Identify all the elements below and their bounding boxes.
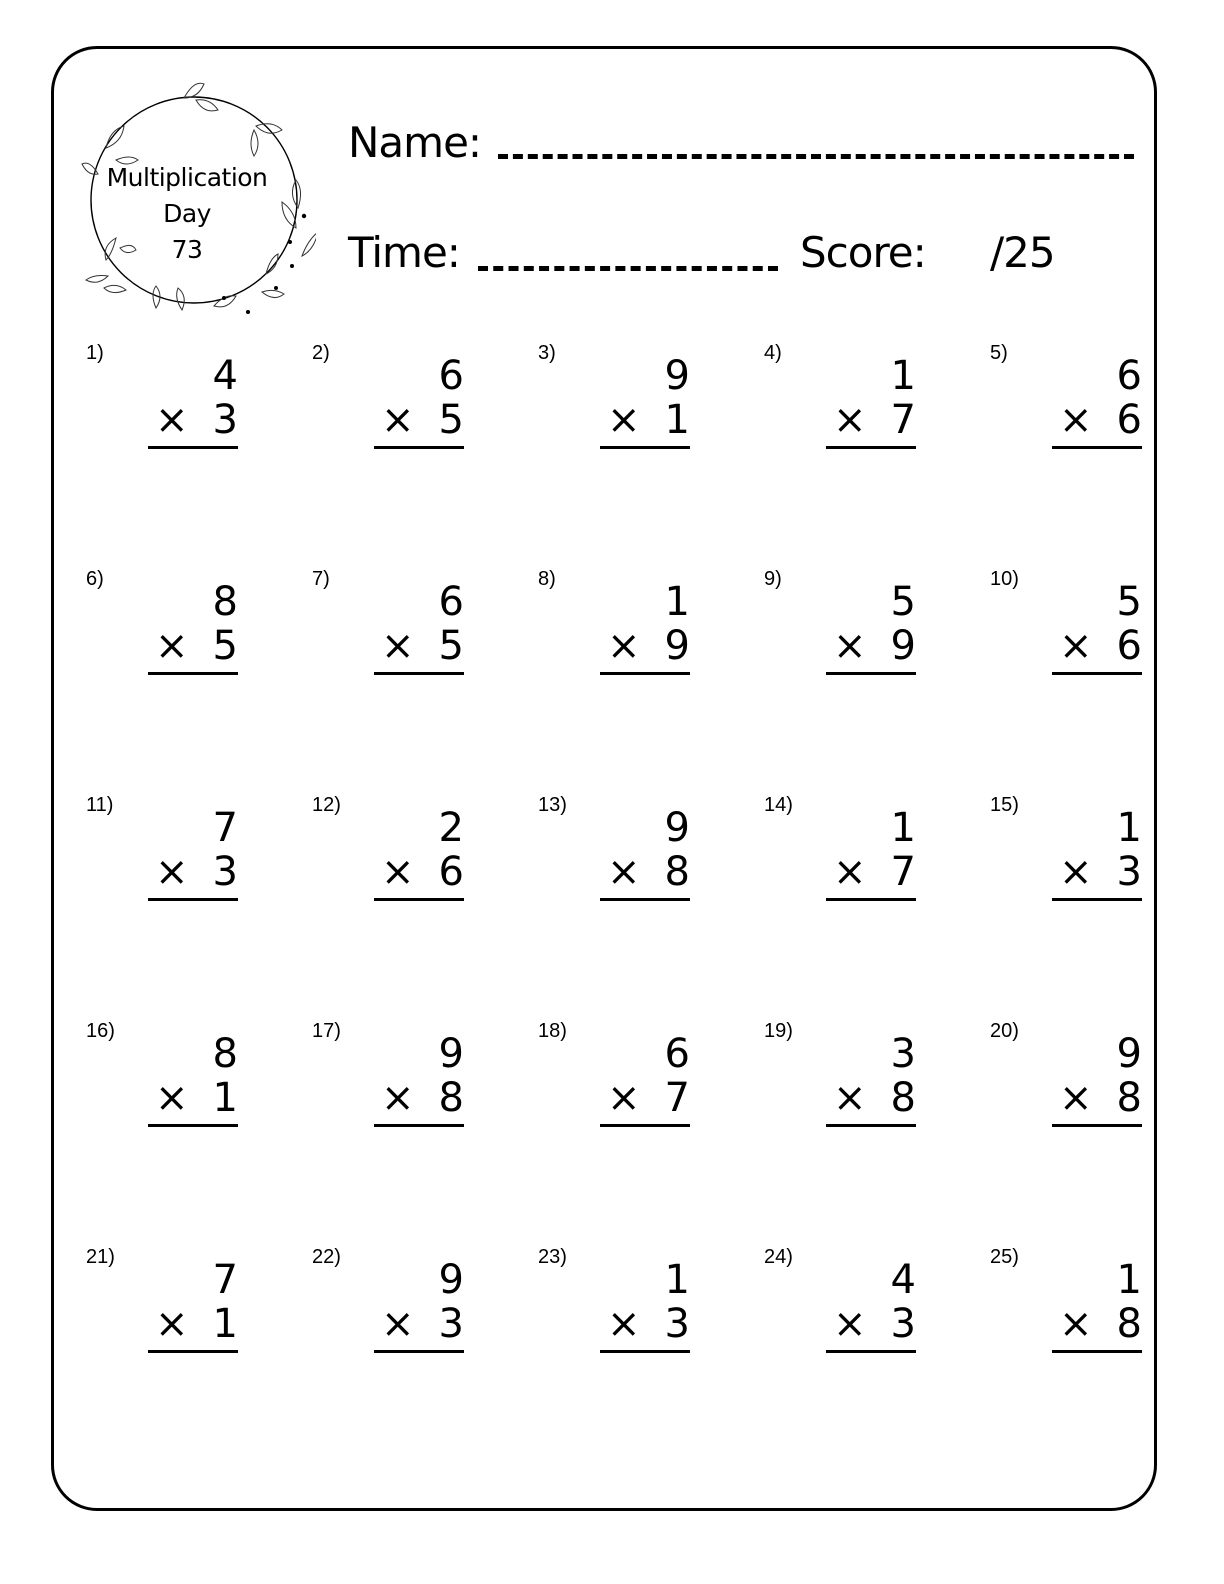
problem-12 [312,794,512,914]
multiplier-row [381,1302,464,1346]
answer-line[interactable] [600,446,690,449]
problem-number: 8) [538,568,556,590]
multiplier: 3 [1116,849,1142,895]
title-line-2: Day [163,199,211,228]
problem-number: 22) [312,1246,341,1268]
multiplier: 3 [212,849,238,895]
problem-number: 14) [764,794,793,816]
answer-line[interactable] [374,446,464,449]
answer-line[interactable] [826,898,916,901]
answer-line[interactable] [826,1350,916,1353]
multiplicand: 1 [664,1257,690,1303]
multiplier-row [607,398,690,442]
answer-line[interactable] [148,446,238,449]
multiplicand: 8 [212,579,238,625]
multiplier: 1 [212,1075,238,1121]
problem-number: 24) [764,1246,793,1268]
times-sign: × [607,849,641,895]
problem-4 [764,342,964,462]
times-sign: × [155,623,189,669]
times-sign: × [607,623,641,669]
multiplicand: 9 [1116,1031,1142,1077]
times-sign: × [607,1301,641,1347]
multiplier: 1 [664,397,690,443]
times-sign: × [1059,1075,1093,1121]
multiplicand: 7 [212,805,238,851]
times-sign: × [155,849,189,895]
times-sign: × [607,397,641,443]
problem-19 [764,1020,964,1140]
multiplier-row [1059,1302,1142,1346]
multiplier-row [607,624,690,668]
multiplicand: 5 [1116,579,1142,625]
problem-23 [538,1246,738,1366]
score-total: /25 [990,228,1055,277]
answer-line[interactable] [374,1124,464,1127]
multiplicand: 6 [664,1031,690,1077]
problem-number: 2) [312,342,330,364]
name-label: Name: [348,118,482,167]
answer-line[interactable] [600,672,690,675]
multiplicand: 5 [890,579,916,625]
times-sign: × [381,849,415,895]
answer-line[interactable] [148,672,238,675]
answer-line[interactable] [148,1350,238,1353]
problem-20 [990,1020,1190,1140]
multiplier: 3 [890,1301,916,1347]
times-sign: × [155,397,189,443]
problem-number: 16) [86,1020,115,1042]
multiplier-row [607,1076,690,1120]
multiplier-row [155,850,238,894]
title-line-1: Multiplication [106,163,268,192]
problem-9 [764,568,964,688]
problem-25 [990,1246,1190,1366]
problem-number: 21) [86,1246,115,1268]
problem-6 [86,568,286,688]
multiplier: 3 [438,1301,464,1347]
multiplier: 5 [438,397,464,443]
multiplier-row [155,398,238,442]
answer-line[interactable] [1052,1124,1142,1127]
multiplicand: 9 [438,1031,464,1077]
multiplier: 8 [438,1075,464,1121]
score-label: Score: [800,228,926,277]
times-sign: × [833,1301,867,1347]
answer-line[interactable] [1052,898,1142,901]
multiplier-row [155,1302,238,1346]
multiplicand: 6 [438,353,464,399]
times-sign: × [1059,623,1093,669]
name-field[interactable] [498,154,1134,159]
multiplicand: 1 [890,805,916,851]
problem-number: 25) [990,1246,1019,1268]
multiplier-row [607,850,690,894]
multiplier-row [833,1076,916,1120]
multiplicand: 4 [212,353,238,399]
problem-number: 4) [764,342,782,364]
problem-number: 9) [764,568,782,590]
multiplier-row [381,624,464,668]
times-sign: × [1059,849,1093,895]
problem-number: 15) [990,794,1019,816]
multiplicand: 9 [438,1257,464,1303]
problem-number: 10) [990,568,1019,590]
times-sign: × [833,623,867,669]
problem-16 [86,1020,286,1140]
times-sign: × [833,849,867,895]
problem-number: 11) [86,794,114,816]
times-sign: × [381,623,415,669]
multiplicand: 7 [212,1257,238,1303]
answer-line[interactable] [148,1124,238,1127]
problem-number: 7) [312,568,330,590]
time-label: Time: [348,228,460,277]
multiplier: 7 [890,849,916,895]
multiplier: 8 [890,1075,916,1121]
times-sign: × [607,1075,641,1121]
problem-number: 17) [312,1020,341,1042]
multiplier-row [381,1076,464,1120]
multiplicand: 6 [1116,353,1142,399]
multiplier: 7 [664,1075,690,1121]
answer-line[interactable] [600,1124,690,1127]
answer-line[interactable] [826,1124,916,1127]
problem-2 [312,342,512,462]
problem-15 [990,794,1190,914]
problem-24 [764,1246,964,1366]
times-sign: × [155,1301,189,1347]
problem-number: 12) [312,794,341,816]
problem-number: 5) [990,342,1008,364]
problem-number: 19) [764,1020,793,1042]
worksheet-title [84,160,290,268]
times-sign: × [381,397,415,443]
times-sign: × [1059,397,1093,443]
multiplicand: 9 [664,805,690,851]
multiplier-row [155,1076,238,1120]
multiplier-row [833,1302,916,1346]
multiplier: 3 [664,1301,690,1347]
answer-line[interactable] [374,898,464,901]
answer-line[interactable] [600,898,690,901]
multiplier: 6 [1116,623,1142,669]
problem-22 [312,1246,512,1366]
multiplicand: 6 [438,579,464,625]
problem-14 [764,794,964,914]
times-sign: × [833,1075,867,1121]
problem-5 [990,342,1190,462]
problem-number: 1) [86,342,104,364]
multiplicand: 3 [890,1031,916,1077]
problem-21 [86,1246,286,1366]
times-sign: × [381,1301,415,1347]
multiplier-row [833,398,916,442]
multiplier-row [1059,624,1142,668]
problem-number: 3) [538,342,556,364]
problem-7 [312,568,512,688]
title-day-number: 73 [171,235,203,264]
multiplier-row [833,624,916,668]
answer-line[interactable] [148,898,238,901]
multiplier-row [1059,850,1142,894]
multiplicand: 1 [890,353,916,399]
problem-number: 18) [538,1020,567,1042]
answer-line[interactable] [600,1350,690,1353]
answer-line[interactable] [826,446,916,449]
multiplier: 8 [664,849,690,895]
multiplier: 8 [1116,1075,1142,1121]
multiplicand: 1 [1116,805,1142,851]
problem-18 [538,1020,738,1140]
answer-line[interactable] [1052,672,1142,675]
time-field[interactable] [478,266,778,271]
multiplier: 1 [212,1301,238,1347]
problem-1 [86,342,286,462]
problem-number: 23) [538,1246,567,1268]
problem-3 [538,342,738,462]
problem-number: 13) [538,794,567,816]
multiplicand: 9 [664,353,690,399]
multiplier: 9 [664,623,690,669]
multiplicand: 8 [212,1031,238,1077]
problem-13 [538,794,738,914]
multiplier: 7 [890,397,916,443]
multiplicand: 1 [664,579,690,625]
multiplier-row [1059,398,1142,442]
times-sign: × [155,1075,189,1121]
problem-11 [86,794,286,914]
answer-line[interactable] [1052,446,1142,449]
multiplicand: 2 [438,805,464,851]
multiplier-row [381,398,464,442]
multiplier: 6 [1116,397,1142,443]
multiplier: 6 [438,849,464,895]
answer-line[interactable] [826,672,916,675]
multiplicand: 1 [1116,1257,1142,1303]
multiplier: 3 [212,397,238,443]
times-sign: × [1059,1301,1093,1347]
problem-17 [312,1020,512,1140]
multiplicand: 4 [890,1257,916,1303]
answer-line[interactable] [1052,1350,1142,1353]
problem-8 [538,568,738,688]
multiplier: 5 [212,623,238,669]
multiplier-row [607,1302,690,1346]
multiplier: 9 [890,623,916,669]
times-sign: × [833,397,867,443]
multiplier: 5 [438,623,464,669]
multiplier-row [381,850,464,894]
answer-line[interactable] [374,1350,464,1353]
multiplier-row [155,624,238,668]
multiplier-row [1059,1076,1142,1120]
problem-number: 20) [990,1020,1019,1042]
answer-line[interactable] [374,672,464,675]
multiplier-row [833,850,916,894]
times-sign: × [381,1075,415,1121]
problem-10 [990,568,1190,688]
problem-number: 6) [86,568,104,590]
multiplier: 8 [1116,1301,1142,1347]
